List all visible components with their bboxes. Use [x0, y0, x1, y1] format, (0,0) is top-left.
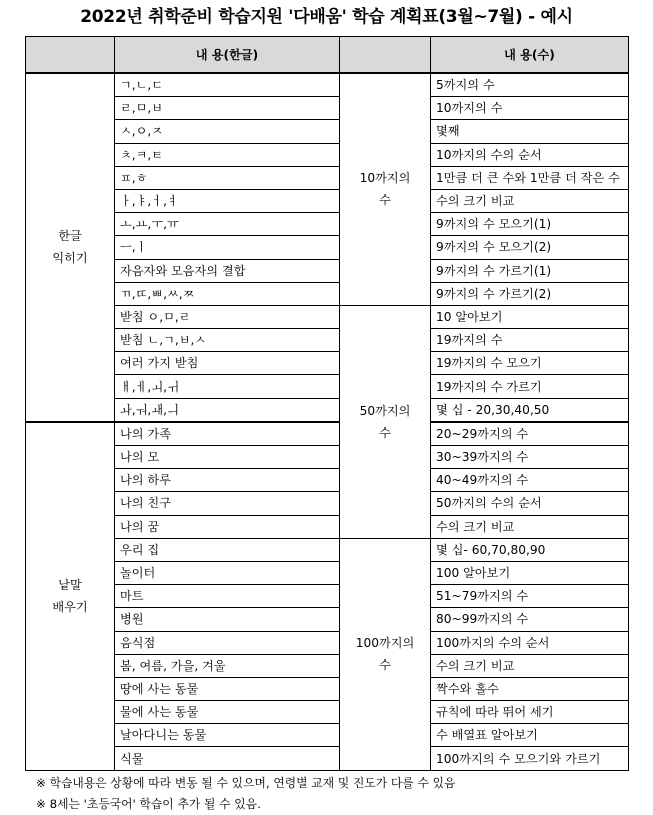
number-range-cell: [340, 73, 431, 305]
table-row: [26, 422, 629, 446]
korean-content-cell: 나의 가족: [115, 422, 340, 446]
note-line: ※ 학습내용은 상황에 따라 변동 될 수 있으며, 연령별 교재 및 진도가 다를 수 있음: [36, 776, 456, 790]
table-row: [26, 724, 629, 747]
korean-content-cell: 나의 친구: [115, 492, 340, 515]
table-row: [26, 120, 629, 143]
table-row: [26, 631, 629, 654]
header-blank-cell: [26, 37, 115, 74]
table-row: [26, 469, 629, 492]
table-row: [26, 398, 629, 422]
header-group-blank-cell: [340, 37, 431, 74]
category-label-line: 배우기: [52, 600, 88, 615]
math-content-cell: 100까지의 수의 순서: [431, 631, 629, 654]
table-row: [26, 213, 629, 236]
table-row: [26, 446, 629, 469]
korean-content-cell: 나의 꿈: [115, 515, 340, 538]
number-range-line: 10까지의: [359, 171, 411, 186]
notes: [36, 773, 455, 815]
math-content-cell: 50까지의 수의 순서: [431, 492, 629, 515]
math-content-cell: 51~79까지의 수: [431, 585, 629, 608]
math-content-cell: 수의 크기 비교: [431, 515, 629, 538]
table-row: [26, 561, 629, 584]
category-label-line: 한글: [58, 229, 82, 244]
korean-content-cell: ㅗ,ㅛ,ㅜ,ㅠ: [115, 213, 340, 236]
korean-content-cell: ㅏ,ㅑ,ㅓ,ㅕ: [115, 189, 340, 212]
math-content-cell: 100까지의 수 모으기와 가르기: [431, 747, 629, 770]
plan-table-frame: [25, 36, 628, 771]
math-content-cell: 20~29까지의 수: [431, 422, 629, 446]
korean-content-cell: 나의 하루: [115, 469, 340, 492]
table-row: [26, 677, 629, 700]
plan-table: [25, 36, 629, 771]
korean-content-cell: 자음자와 모음자의 결합: [115, 259, 340, 282]
number-range-line: 100까지의: [355, 636, 415, 651]
korean-content-cell: 병원: [115, 608, 340, 631]
category-cell: [26, 422, 115, 770]
math-content-cell: 몇 십 - 20,30,40,50: [431, 398, 629, 422]
math-content-cell: 80~99까지의 수: [431, 608, 629, 631]
korean-content-cell: 받침 ㄴ,ㄱ,ㅂ,ㅅ: [115, 329, 340, 352]
math-content-cell: 100 알아보기: [431, 561, 629, 584]
korean-content-cell: ㄹ,ㅁ,ㅂ: [115, 97, 340, 120]
note-line: ※ 8세는 '초등국어' 학습이 추가 될 수 있음.: [36, 797, 261, 811]
korean-content-cell: ㅍ,ㅎ: [115, 166, 340, 189]
math-content-cell: 10까지의 수의 순서: [431, 143, 629, 166]
korean-content-cell: 마트: [115, 585, 340, 608]
table-row: [26, 189, 629, 212]
number-range-line: 수: [379, 193, 391, 208]
korean-content-cell: 날아다니는 동물: [115, 724, 340, 747]
korean-content-cell: 여러 가지 받침: [115, 352, 340, 375]
korean-content-cell: ㄲ,ㄸ,ㅃ,ㅆ,ㅉ: [115, 282, 340, 305]
table-row: [26, 608, 629, 631]
math-content-cell: 40~49까지의 수: [431, 469, 629, 492]
header-math: 내 용(수): [431, 37, 629, 74]
number-range-cell: [340, 305, 431, 538]
korean-content-cell: 음식점: [115, 631, 340, 654]
plan-table-body: [26, 73, 629, 770]
korean-content-cell: ㅘ,ㅝ,ㅙ,ㅢ: [115, 398, 340, 422]
math-content-cell: 5까지의 수: [431, 73, 629, 97]
math-content-cell: 10 알아보기: [431, 305, 629, 328]
korean-content-cell: ㅅ,ㅇ,ㅈ: [115, 120, 340, 143]
math-content-cell: 9까지의 수 가르기(1): [431, 259, 629, 282]
table-row: [26, 538, 629, 561]
table-row: [26, 375, 629, 398]
korean-content-cell: 식물: [115, 747, 340, 770]
table-row: [26, 701, 629, 724]
korean-content-cell: 봄, 여름, 가을, 겨울: [115, 654, 340, 677]
table-row: [26, 259, 629, 282]
table-row: [26, 515, 629, 538]
math-content-cell: 30~39까지의 수: [431, 446, 629, 469]
korean-content-cell: ㅊ,ㅋ,ㅌ: [115, 143, 340, 166]
math-content-cell: 9까지의 수 가르기(2): [431, 282, 629, 305]
document-title: 2022년 취학준비 학습지원 '다배움' 학습 계획표(3월~7월) - 예시: [80, 7, 573, 27]
number-range-line: 50까지의: [359, 403, 411, 418]
math-content-cell: 규칙에 따라 뛰어 세기: [431, 701, 629, 724]
math-content-cell: 1만큼 더 큰 수와 1만큼 더 작은 수: [431, 166, 629, 189]
number-range-line: 수: [379, 658, 391, 673]
table-row: [26, 492, 629, 515]
category-cell: [26, 73, 115, 422]
table-row: [26, 282, 629, 305]
table-row: [26, 73, 629, 97]
math-content-cell: 19까지의 수: [431, 329, 629, 352]
table-row: [26, 143, 629, 166]
table-row: [26, 166, 629, 189]
korean-content-cell: 받침 ㅇ,ㅁ,ㄹ: [115, 305, 340, 328]
category-label-line: 익히기: [52, 251, 88, 266]
header-korean: 내 용(한글): [115, 37, 340, 74]
korean-content-cell: 물에 사는 동물: [115, 701, 340, 724]
table-row: [26, 747, 629, 770]
number-range-line: 수: [379, 425, 391, 440]
korean-content-cell: 땅에 사는 동물: [115, 677, 340, 700]
math-content-cell: 몇 십- 60,70,80,90: [431, 538, 629, 561]
math-content-cell: 짝수와 홀수: [431, 677, 629, 700]
math-content-cell: 9까지의 수 모으기(1): [431, 213, 629, 236]
table-row: [26, 329, 629, 352]
math-content-cell: 수 배열표 알아보기: [431, 724, 629, 747]
math-content-cell: 9까지의 수 모으기(2): [431, 236, 629, 259]
table-row: [26, 97, 629, 120]
table-row: [26, 352, 629, 375]
math-content-cell: 몇째: [431, 120, 629, 143]
math-content-cell: 19까지의 수 모으기: [431, 352, 629, 375]
korean-content-cell: 놀이터: [115, 561, 340, 584]
math-content-cell: 10까지의 수: [431, 97, 629, 120]
math-content-cell: 수의 크기 비교: [431, 654, 629, 677]
korean-content-cell: 나의 모: [115, 446, 340, 469]
table-row: [26, 585, 629, 608]
table-row: [26, 236, 629, 259]
math-content-cell: 19까지의 수 가르기: [431, 375, 629, 398]
table-row: [26, 305, 629, 328]
table-row: [26, 654, 629, 677]
korean-content-cell: ㅡ,ㅣ: [115, 236, 340, 259]
header-row: [26, 37, 629, 74]
korean-content-cell: ㄱ,ㄴ,ㄷ: [115, 73, 340, 97]
korean-content-cell: 우리 집: [115, 538, 340, 561]
korean-content-cell: ㅐ,ㅔ,ㅚ,ㅟ: [115, 375, 340, 398]
math-content-cell: 수의 크기 비교: [431, 189, 629, 212]
category-label-line: 낱말: [58, 578, 82, 593]
number-range-cell: [340, 538, 431, 770]
